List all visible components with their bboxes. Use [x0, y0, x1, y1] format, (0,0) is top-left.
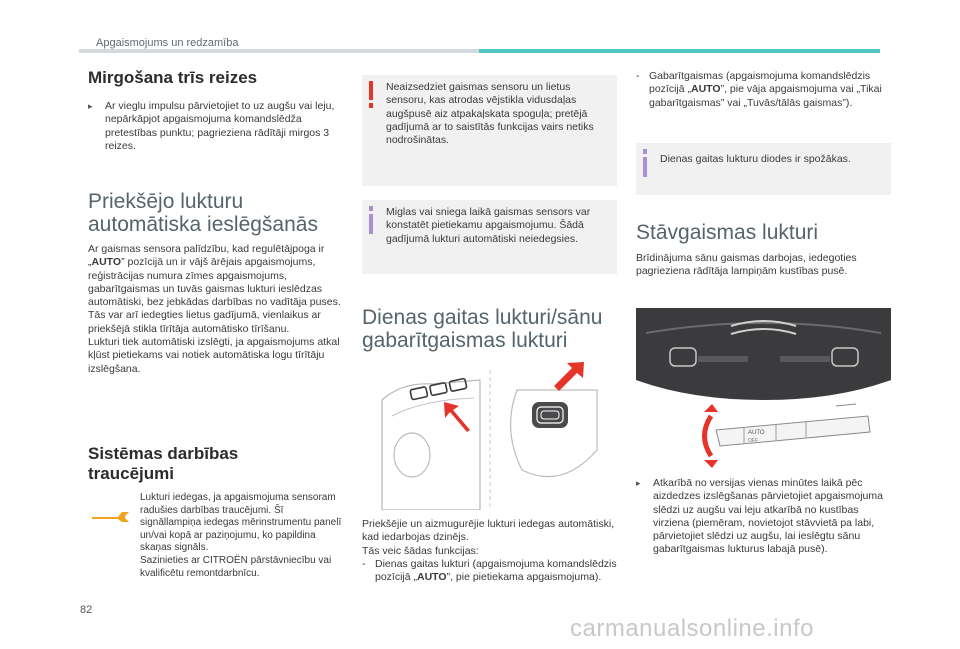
info-box-fog	[362, 200, 617, 274]
position-lamps-item	[636, 70, 886, 110]
drl-item1-part1: Dienas gaitas lukturi (apgaismojuma komandslēdzis pozīcijā „	[375, 558, 617, 584]
drl-item1-bold: AUTO	[417, 571, 447, 584]
section-title-auto-headlamps	[88, 190, 358, 236]
arrow-icon	[444, 402, 470, 432]
drl-item1-part2: ”, pie pietiekama apgaismojuma).	[446, 571, 602, 584]
bullet-marker: ▸	[636, 478, 641, 488]
header-rule-accent	[479, 49, 880, 53]
parking-lamps-text: Brīdinājuma sānu gaismas darbojas, iedegoties pagrieziena rādītāja lampiņām kustības pusē.	[636, 252, 857, 278]
flash-bullet-text: Ar vieglu impulsu pārvietojiet to uz augšu vai leju, nepārkāpjot apgaismojuma komandslēdža pretestības punktu; pagrieziena rādītāji mirgos 3 reizes.	[105, 100, 335, 152]
malfunction-text: Lukturi iedegas, ja apgaismojuma sensoram radušies darbības traucējumi. Šī signāllampiņa iedegas mērinstrumentu panelī un/vai kopā ar paziņojumu, ko papildina skaņas signāls. Sazinieties ar CITROËN pārstāvniecību vai kvalificētu remontdarbnīcu.	[140, 492, 342, 579]
page-number: 82	[80, 604, 93, 616]
car-front	[636, 308, 891, 400]
auto-title-line2: automātiska ieslēgšanās	[88, 213, 318, 236]
section-title-drl	[362, 306, 632, 352]
position-part1: Gabarītgaismas (apgaismojuma komandslēdzis pozīcijā „	[649, 70, 871, 96]
info-icon	[366, 206, 376, 234]
auto-headlamps-text	[88, 243, 343, 376]
auto-text-part2: ” pozīcijā un ir vājš ārējais apgaismojums, reģistrācijas numura zīmes apgaismojums, gabarītgaismas un tuvās gaismas lukturi ieslēdzas automātiski, bez jebkādas darbības no vadītāja puses. Tās var arī iedegties lietus gadījumā, vienlaikus ar priekšējā stikla tīrītāja automātisko tīrīšanu. Lukturi tiek automātiski izslēgti, ja apgaismojums atkal kļūst pietiekams vai notiek automātiska logu tīrītāju izslēgšana.	[88, 256, 341, 375]
flash-bullet	[88, 100, 343, 153]
drl-title-line2: gabarītgaismas lukturi	[362, 329, 568, 352]
auto-text-part1: Ar gaismas sensora palīdzību, kad regulētājpoga ir „	[88, 243, 325, 269]
auto-text-bold: AUTO	[91, 256, 122, 269]
dash-marker: -	[636, 70, 640, 82]
bullet-marker: ▸	[88, 101, 93, 111]
drl-item1-text	[375, 558, 617, 585]
dash-marker: -	[362, 558, 366, 570]
info-fog-text: Miglas vai sniega laikā gaismas sensors var konstatēt pietiekamu apgaismojumu. Šādā gadījumā lukturi automātiski neiedegsies.	[386, 206, 591, 245]
info-icon	[640, 149, 650, 177]
position-part2: ”, pie vāja apgaismojuma vai „Tikai gabarītgaismas” vai „Tuvās/tālās gaismas”).	[649, 83, 882, 109]
header-rule	[79, 49, 479, 53]
section-title-malfunction	[88, 444, 348, 484]
auto-title-line1: Priekšējo lukturu	[88, 190, 244, 213]
parking-bullet	[636, 477, 891, 557]
wrench-icon	[90, 500, 132, 526]
fault-title-line1: Sistēmas darbības	[88, 444, 239, 463]
warning-text: Neaizsedziet gaismas sensoru un lietus sensoru, kas atrodas vējstikla vidusdaļas augšpusē aiz atpakaļskata spoguļa; pretējā gadījumā ar to saistītās funkcijas vairs netiks nodrošinātas.	[386, 81, 594, 147]
parking-lamps-illustration	[636, 308, 891, 470]
stalk-auto-label: AUTO	[748, 430, 765, 436]
position-bold: AUTO	[691, 83, 721, 96]
drl-title-line1: Dienas gaitas lukturi/sānu	[362, 306, 603, 329]
info-box-led	[636, 143, 891, 195]
warning-box	[362, 75, 617, 186]
section-title-parking-lamps: Stāvgaismas lukturi	[636, 221, 819, 244]
drl-text: Priekšējie un aizmugurējie lukturi iedegas automātiski, kad iedarbojas dzinējs. Tās veic šādas funkcijas:	[362, 518, 615, 557]
drl-list-item-1	[362, 558, 617, 585]
arrow-icon	[554, 362, 584, 391]
exclamation-icon	[366, 81, 376, 109]
info-led-text: Dienas gaitas lukturu diodes ir spožākas.	[660, 153, 851, 165]
fault-title-line2: traucējumi	[88, 464, 174, 483]
side-lamp	[532, 402, 568, 428]
stalk-off-label: OFF	[748, 438, 758, 444]
parking-bullet-text: Atkarībā no versijas vienas minūtes laikā pēc aizdedzes izslēgšanas pārvietojiet apgaismojuma slēdzi uz augšu vai leju atkarībā no kustības virziena (piemēram, novietojot stāvvietā pa labi, pārvietojiet slēdzi uz augšu, lai ieslēgtu sānu gabarītgaismas lukturus labajā pusē).	[653, 477, 883, 556]
drl-illustration	[362, 360, 617, 510]
running-header: Apgaismojums un redzamība	[96, 37, 239, 49]
watermark: carmanualsonline.info	[570, 615, 814, 642]
steering-stalk	[716, 404, 870, 446]
arrow-icon	[704, 404, 718, 468]
position-lamps-text	[649, 70, 886, 110]
section-title-flash: Mirgošana trīs reizes	[88, 68, 258, 87]
